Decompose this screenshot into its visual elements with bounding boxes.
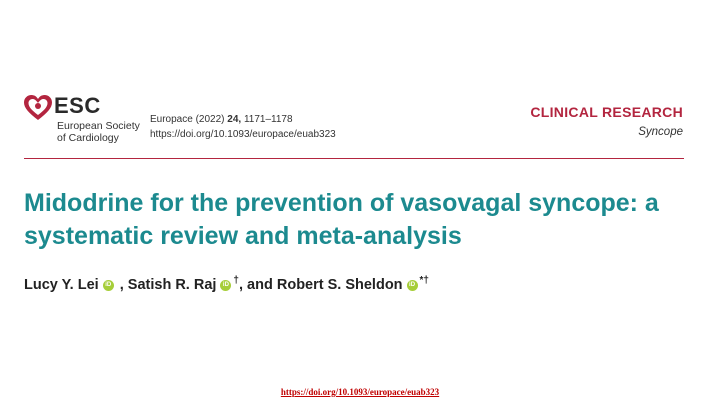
author-separator: , and [238,276,277,293]
author-separator: , [115,276,128,293]
author-list [24,275,429,293]
heart-logo-icon [24,95,52,121]
orcid-icon[interactable]: iD [220,280,231,291]
logo-line-2: of Cardiology [57,132,119,144]
header-divider [24,158,684,159]
orcid-icon[interactable]: iD [103,280,114,291]
logo-acronym: ESC [54,93,101,118]
citation [150,112,336,142]
section-subtitle: Syncope [638,126,683,138]
citation-pages: 1171–1178 [243,114,293,125]
orcid-icon[interactable]: iD [407,280,418,291]
author-affiliation-mark: † [233,275,239,286]
doi-link[interactable]: https://doi.org/10.1093/europace/euab323 [280,387,440,397]
article-title: Midodrine for the prevention of vasovagal syncope: a systematic review and meta-analysis [24,189,659,250]
author-name: Lucy Y. Lei [24,276,99,293]
logo-line-1: European Society [57,120,140,132]
citation-journal-line [150,112,336,127]
citation-journal: Europace (2022) [150,114,225,125]
esc-logo [24,93,140,147]
section-title: CLINICAL RESEARCH [530,104,683,120]
author-name: Robert S. Sheldon [276,276,403,293]
author-name: Satish R. Raj [127,276,217,293]
section-header [530,104,683,138]
footer-doi [0,382,720,400]
author-affiliation-mark: *† [419,275,429,286]
citation-doi[interactable]: https://doi.org/10.1093/europace/euab323 [150,129,336,140]
citation-volume: 24, [227,114,242,125]
